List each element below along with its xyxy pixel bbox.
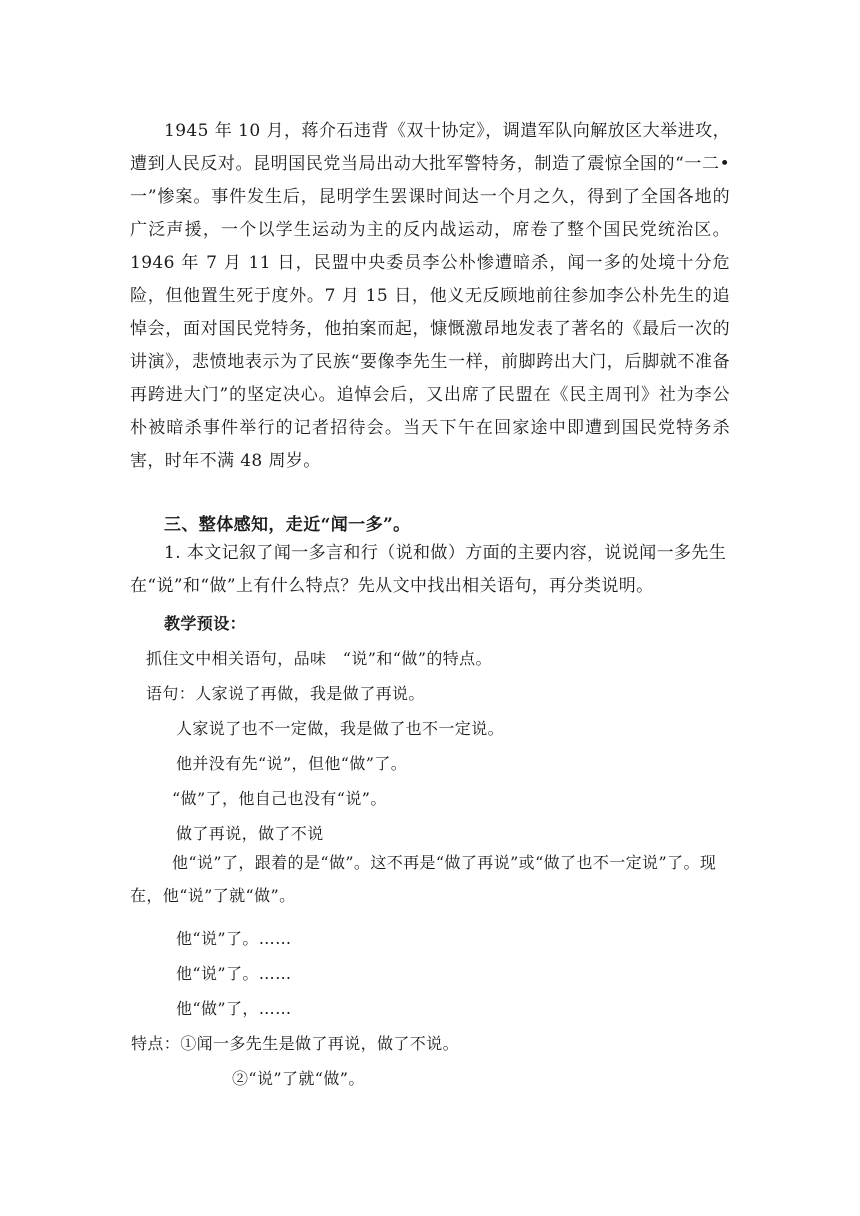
sentence-5: 做了再说，做了不说 <box>176 824 324 843</box>
sentence-7: 他“说”了。…… <box>176 929 292 948</box>
question-1: 1. 本文记叙了闻一多言和行（说和做）方面的主要内容，说说闻一多先生在“说”和“做”上有什么特点？先从文中找出相关语句，再分类说明。 <box>130 543 727 596</box>
features-line-1: 特点：①闻一多先生是做了再说，做了不说。 <box>131 1034 460 1053</box>
sentence-2: 人家说了也不一定做，我是做了也不一定说。 <box>176 719 505 738</box>
sentence-4: “做”了，他自己也没有“说”。 <box>172 789 387 808</box>
section-heading: 三、整体感知，走近“闻一多”。 <box>164 515 411 535</box>
teaching-preset-label: 教学预设： <box>164 614 247 633</box>
sentences-label-line: 语句：人家说了再做，我是做了再说。 <box>146 684 425 703</box>
sentence-9: 他“做”了，…… <box>176 999 292 1018</box>
sentence-8: 他“说”了。…… <box>176 964 292 983</box>
instruction-line: 抓住文中相关语句，品味 “说”和“做”的特点。 <box>146 649 492 668</box>
sentence-6: 他“说”了，跟着的是“做”。这不再是“做了再说”或“做了也不一定说”了。现在，他“说”了就“做”。 <box>130 853 717 905</box>
background-paragraph: 1945 年 10 月，蒋介石违背《双十协定》，调遣军队向解放区大举进攻，遭到人民反对。昆明国民党当局出动大批军警特务，制造了震惊全国的“一二•一”惨案。事件发生后，昆明学生罢课时间达一个月之久，得到了全国各地的广泛声援，一个以学生运动为主的反内战运动，席卷了整个国民党统治区。1946 年 7 月 11 日，民盟中央委员李公朴惨遭暗杀，闻一多的处境十分危险，但他置生死于度外。7 月 15 日，他义无反顾地前往参加李公朴先生的追悼会，面对国民党特务，他拍案而起，慷慨激昂地发表了著名的《最后一次的讲演》，悲愤地表示为了民族“要像李先生一样，前脚跨出大门，后脚就不准备再跨进大门”的坚定决心。追悼会后，又出席了民盟在《民主周刊》社为李公朴被暗杀事件举行的记者招待会。当天下午在回家途中即遭到国民党特务杀害，时年不满 48 周岁。 <box>130 121 730 471</box>
sentence-3: 他并没有先“说”，但他“做”了。 <box>176 754 408 773</box>
features-line-2: ②“说”了就“做”。 <box>232 1069 365 1088</box>
